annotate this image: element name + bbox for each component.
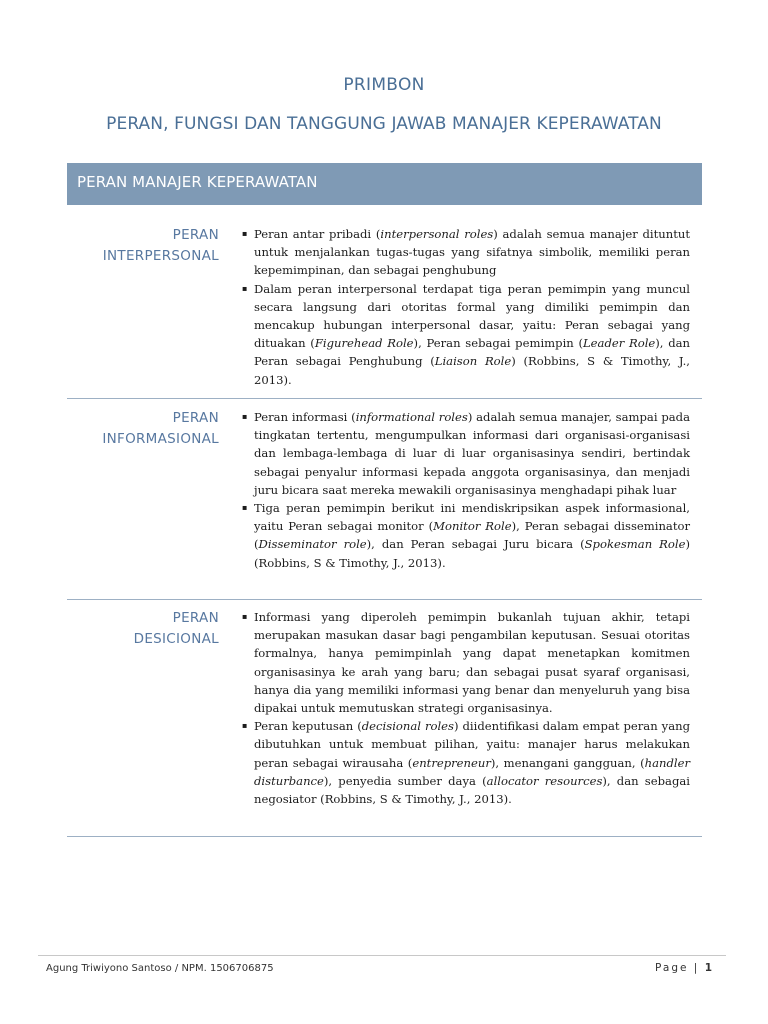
text-run: ) adalah semua manajer dituntut untuk menjalankan tugas-tugas yang sifatnya simbolik, memiliki peran kepemimpinan, dan sebagai penghubung <box>254 227 691 278</box>
section-header-bar <box>67 163 702 205</box>
row-divider <box>67 398 702 399</box>
bullet-square-icon: ▪ <box>242 412 248 421</box>
row-label-line: DESICIONAL <box>133 631 219 647</box>
row-content <box>242 408 690 572</box>
text-run: Dalam peran interpersonal terdapat tiga peran pemimpin yang muncul secara langsung dari otoritas formal yang dimiliki pemimpin dan mencakup hubungan interpersonal dasar, yaitu: Peran sebagai yang dituakan ( <box>254 281 690 351</box>
row-label <box>67 408 219 450</box>
bullet-paragraph <box>242 225 690 280</box>
bullet-square-icon: ▪ <box>242 229 248 238</box>
bullet-paragraph <box>242 499 690 572</box>
italic-term: Leader Role <box>582 336 656 351</box>
row-label <box>67 608 219 650</box>
text-run: ), menangani gangguan, ( <box>490 755 645 770</box>
footer-page <box>655 962 712 974</box>
row-label-line: INTERPERSONAL <box>102 248 219 264</box>
text-run: Peran informasi ( <box>254 410 356 424</box>
bullet-paragraph <box>242 608 690 717</box>
text-run: ), Peran sebagai pemimpin ( <box>413 336 583 351</box>
page-number: 1 <box>704 962 712 974</box>
text-run: ), penyedia sumber daya ( <box>323 773 487 788</box>
italic-term: Disseminator role <box>258 537 367 552</box>
italic-term: decisional roles <box>361 719 454 734</box>
row-divider <box>67 836 702 837</box>
page-label: Page | <box>655 962 700 974</box>
row-label-line: PERAN <box>172 410 219 426</box>
italic-term: Figurehead Role <box>314 336 414 351</box>
text-run: Tiga peran pemimpin berikut ini mendiskripsikan aspek informasional, yaitu Peran sebagai monitor ( <box>254 501 690 534</box>
bullet-paragraph <box>242 717 690 808</box>
row-content <box>242 608 690 808</box>
text-run: ) diidentifikasi dalam empat peran yang dibutuhkan untuk membuat pilihan, yaitu: manajer harus melakukan peran sebagai wirausaha ( <box>254 719 691 770</box>
italic-term: Spokesman Role <box>584 537 686 552</box>
text-run: ) (Robbins, S & Timothy, J., 2013). <box>254 537 690 570</box>
text-run: Peran antar pribadi ( <box>254 227 381 241</box>
document-subtitle: PERAN, FUNGSI DAN TANGGUNG JAWAB MANAJER KEPERAWATAN <box>106 114 662 134</box>
text-run: Peran keputusan ( <box>254 719 362 734</box>
bullet-square-icon: ▪ <box>242 283 248 293</box>
footer-author: Agung Triwiyono Santoso / NPM. 1506706875 <box>46 963 274 974</box>
text-run: ), dan Peran sebagai Juru bicara ( <box>366 537 585 552</box>
section-header-text: PERAN MANAJER KEPERAWATAN <box>77 173 318 191</box>
footer-divider <box>38 955 726 956</box>
row-label <box>67 225 219 267</box>
text-run: Informasi yang diperoleh pemimpin bukanlah tujuan akhir, tetapi merupakan masukan dasar bagi pengambilan keputusan. Sesuai otoritas formalnya, hanya pemimpinlah yang dapat menetapkan komitmen organisasinya ke arah yang baru; dan sebagai pusat syaraf organisasi, hanya dia yang memiliki informasi yang benar dan menyeluruh yang bisa dipakai untuk memutuskan strategi organisasinya. <box>254 610 690 716</box>
bullet-paragraph <box>242 280 690 389</box>
row-label-line: INFORMASIONAL <box>102 431 219 447</box>
bullet-paragraph <box>242 408 690 499</box>
bullet-square-icon: ▪ <box>242 612 248 621</box>
text-run: ), Peran sebagai disseminator ( <box>254 519 691 552</box>
text-run: ), dan Peran sebagai Penghubung ( <box>254 336 691 369</box>
italic-term: Monitor Role <box>433 519 512 534</box>
italic-term: interpersonal roles <box>380 227 494 241</box>
bullet-square-icon: ▪ <box>242 721 248 731</box>
italic-term: allocator resources <box>486 773 603 788</box>
row-content <box>242 225 690 389</box>
text-run: ) adalah semua manajer, sampai pada tingkatan tertentu, mengumpulkan informasi dari organisasi-organisasi dan lembaga-lembaga di luar di luar organisasinya sendiri, bertindak sebagai penyalur informasi kepada anggota organisasinya, dan menjadi juru bicara saat mereka mewakili organisasinya menghadapi pihak luar <box>254 410 690 497</box>
row-label-line: PERAN <box>172 610 219 626</box>
text-run: ), dan sebagai negosiator (Robbins, S & Timothy, J., 2013). <box>254 773 690 807</box>
text-run: ) (Robbins, S & Timothy, J., 2013). <box>254 354 690 387</box>
bullet-square-icon: ▪ <box>242 503 248 513</box>
italic-term: handler disturbance <box>254 755 691 788</box>
row-label-line: PERAN <box>172 227 219 243</box>
document-title: PRIMBON <box>343 75 425 95</box>
italic-term: entrepreneur <box>412 755 491 770</box>
italic-term: Liaison Role <box>434 354 512 369</box>
row-divider <box>67 599 702 600</box>
italic-term: informational roles <box>355 410 468 424</box>
